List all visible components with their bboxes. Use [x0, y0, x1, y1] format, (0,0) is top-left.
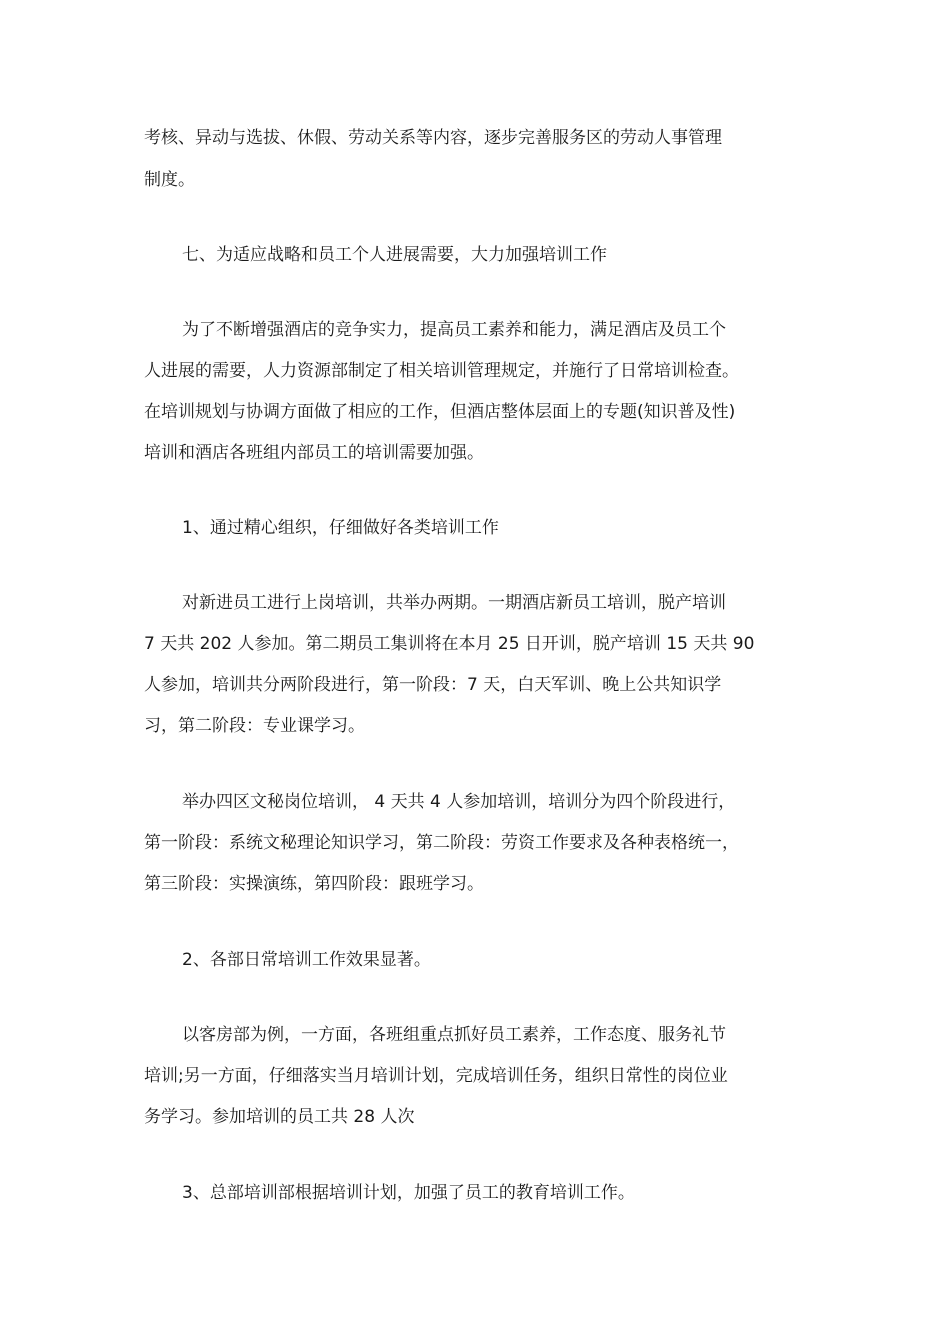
text-line: 第三阶段：实操演练，第四阶段：跟班学习。 [144, 874, 484, 894]
text-line: 第一阶段：系统文秘理论知识学习，第二阶段：劳资工作要求及各种表格统一， [144, 833, 739, 853]
subsection-heading: 3、总部培训部根据培训计划，加强了员工的教育培训工作。 [182, 1183, 635, 1203]
text-line: 培训和酒店各班组内部员工的培训需要加强。 [144, 443, 484, 463]
text-line: 人参加，培训共分两阶段进行，第一阶段：7 天，白天军训、晚上公共知识学 [144, 675, 722, 695]
text-line: 以客房部为例，一方面，各班组重点抓好员工素养，工作态度、服务礼节 [182, 1025, 726, 1045]
text-line: 务学习。参加培训的员工共 28 人次 [144, 1107, 415, 1127]
text-line: 7 天共 202 人参加。第二期员工集训将在本月 25 日开训，脱产培训 15 天共 90 [144, 634, 755, 654]
subsection-heading: 1、通过精心组织，仔细做好各类培训工作 [182, 518, 499, 538]
text-line: 人进展的需要，人力资源部制定了相关培训管理规定，并施行了日常培训检查。 [144, 361, 739, 381]
subsection-heading: 2、各部日常培训工作效果显著。 [182, 950, 431, 970]
text-line: 为了不断增强酒店的竞争实力，提高员工素养和能力，满足酒店及员工个 [182, 320, 726, 340]
text-line: 对新进员工进行上岗培训，共举办两期。一期酒店新员工培训，脱产培训 [182, 593, 726, 613]
text-line: 习，第二阶段：专业课学习。 [144, 716, 365, 736]
text-line: 举办四区文秘岗位培训， 4 天共 4 人参加培训，培训分为四个阶段进行， [182, 792, 736, 812]
text-line: 在培训规划与协调方面做了相应的工作，但酒店整体层面上的专题(知识普及性) [144, 402, 736, 422]
text-line: 培训;另一方面，仔细落实当月培训计划，完成培训任务，组织日常性的岗位业 [144, 1066, 728, 1086]
text-line: 考核、异动与选拔、休假、劳动关系等内容，逐步完善服务区的劳动人事管理 [144, 128, 722, 148]
section-heading: 七、为适应战略和员工个人进展需要，大力加强培训工作 [182, 245, 607, 265]
text-line: 制度。 [144, 170, 195, 190]
